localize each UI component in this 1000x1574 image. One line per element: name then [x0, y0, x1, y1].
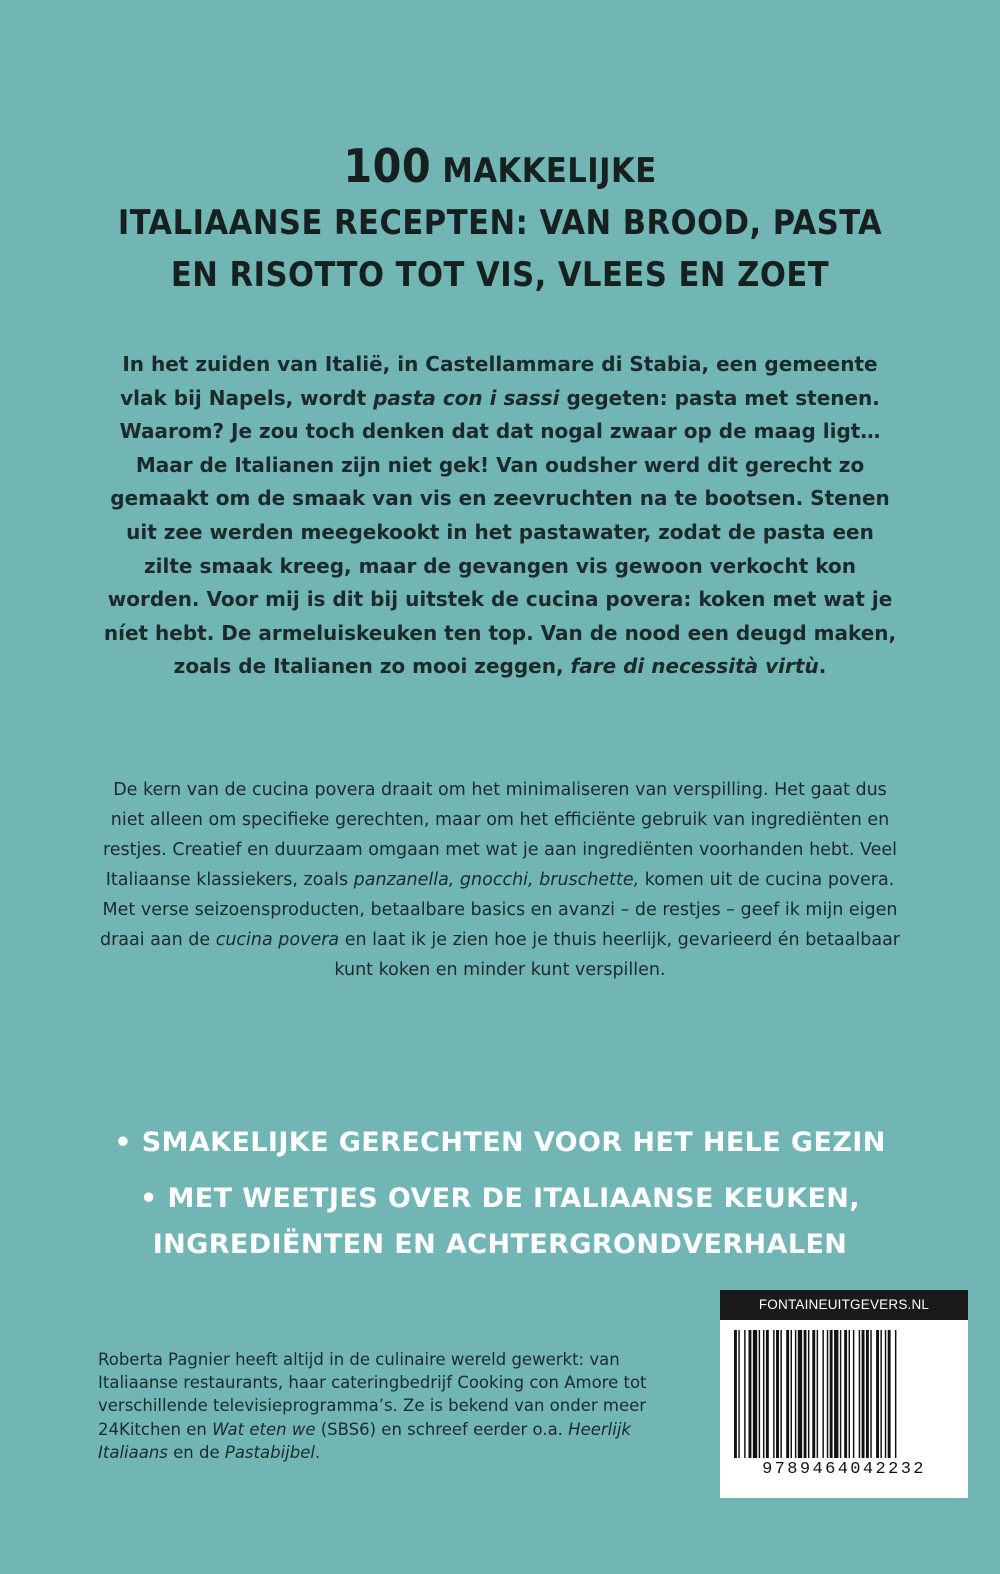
barcode-bar [849, 1330, 850, 1458]
barcode-bar [870, 1330, 871, 1458]
barcode-bar [798, 1330, 802, 1458]
barcode-bar [817, 1330, 818, 1458]
body-text-1: De kern van de cucina povera draait om het minimaliseren van verspilling. Het gaat dus niet alleen om specifieke gerechten, maar om het efficiënte gebruik van ingrediënten en restjes. Creatief en duurzaam omgaan met wat je aan ingrediënten voorhanden hebt. Veel Italiaanse klassiekers, zoals [102, 780, 898, 890]
body-italic-2: cucina povera [215, 930, 340, 950]
body-text-3: en laat ik je zien hoe je thuis heerlijk, gevarieerd én betaalbaar kunt koken en minder kunt verspillen. [334, 930, 900, 980]
headline-line-1-rest: MAKKELIJKE [442, 151, 657, 191]
bio-italic-3: Pastabijbel [224, 1442, 315, 1462]
barcode-bar [780, 1330, 781, 1458]
intro-text-3: . [818, 654, 827, 679]
intro-text-2: gegeten: pasta met stenen. Waarom? Je zou toch denken dat dat nogal zwaar op de maag ligt… Maar de Italianen zijn niet gek! Van oudsher werd dit gerecht zo gemaakt om de smaak van vis en zeevruchten na te bootsen. Stenen uit zee werden meegekookt in het pastawater, zodat de pasta een zilte smaak kreeg, maar de gevangen vis gewoon verkocht kon worden. Voor mij is dit bij uitstek de cucina povera: koken met wat je níet hebt. De armeluiskeuken ten top. Van de nood een deugd maken, zoals de Italianen zo mooi zeggen, [103, 385, 897, 679]
barcode-bar [808, 1330, 809, 1458]
barcode-bar [749, 1330, 752, 1458]
barcode-bar [795, 1330, 796, 1458]
publisher-website: FONTAINEUITGEVERS.NL [720, 1290, 968, 1320]
feature-bullet: • MET WEETJES OVER DE ITALIAANSE KEUKEN, INGREDIËNTEN EN ACHTERGRONDVERHALEN [140, 1183, 860, 1260]
barcode-bar [888, 1330, 891, 1458]
bio-text-2: (SBS6) en schreef eerder o.a. [315, 1419, 569, 1439]
barcode-bar [791, 1330, 792, 1458]
barcode-bar [844, 1330, 847, 1458]
body-text-2: komen uit de cucina povera. Met verse seizoensproducten, betaalbare basics en avanzi – de restjes – geef ik mijn eigen draai aan de [100, 870, 898, 950]
isbn-number: 9789464042232 [762, 1460, 926, 1479]
barcode-bar [853, 1330, 854, 1458]
feature-bullets [60, 1120, 940, 1278]
intro-paragraph [100, 348, 900, 684]
barcode-bar [862, 1330, 865, 1458]
barcode-bar [876, 1330, 879, 1458]
headline-line-2: ITALIAANSE RECEPTEN: VAN BROOD, PASTA [117, 203, 883, 243]
barcode-bar [880, 1330, 881, 1458]
barcode-bar [763, 1330, 764, 1458]
barcode-bar [822, 1330, 823, 1458]
intro-italic-2: fare di necessità virtù [570, 654, 819, 679]
barcode-bar [744, 1330, 745, 1458]
bio-text-1: Roberta Pagnier heeft altijd in de culinaire wereld gewerkt: van Italiaanse restaurants, haar cateringbedrijf Cooking con Amore tot verschillende televisieprogramma’s. Ze is bekend van onder meer 24Kitchen en [98, 1350, 647, 1439]
intro-italic-1: pasta con i sassi [373, 385, 560, 410]
barcode-bars [730, 1330, 958, 1458]
bio-text-3: en de [167, 1442, 225, 1462]
barcode-bar [773, 1330, 774, 1458]
barcode-bar [734, 1330, 737, 1458]
barcode-bar [840, 1330, 841, 1458]
bio-text-4: . [314, 1442, 321, 1462]
barcode-bar [804, 1330, 807, 1458]
barcode-bar [812, 1330, 815, 1458]
barcode-bar [885, 1330, 886, 1458]
barcode-bar [759, 1330, 760, 1458]
bio-italic-2: Heerlijk Italiaans [98, 1419, 631, 1462]
headline-number: 100 [343, 139, 432, 193]
barcode-bar [738, 1330, 739, 1458]
barcode-bar [766, 1330, 769, 1458]
barcode-bar [786, 1330, 789, 1458]
barcode [720, 1320, 968, 1498]
barcode-bar [859, 1330, 860, 1458]
barcode-bar [753, 1330, 757, 1458]
body-paragraph [100, 775, 900, 985]
barcode-bar [834, 1330, 838, 1458]
author-bio [98, 1348, 658, 1464]
barcode-bar [827, 1330, 828, 1458]
headline-line-1 [80, 140, 920, 197]
headline [80, 140, 920, 301]
bio-italic-1: Wat eten we [212, 1419, 316, 1439]
barcode-bar [895, 1330, 896, 1458]
barcode-bar [866, 1330, 869, 1458]
barcode-bar [830, 1330, 833, 1458]
barcode-bar [776, 1330, 779, 1458]
headline-line-3: EN RISOTTO TOT VIS, VLEES EN ZOET [170, 255, 830, 295]
feature-bullet: • SMAKELIJKE GERECHTEN VOOR HET HELE GEZIN [114, 1127, 886, 1158]
body-italic-1: panzanella, gnocchi, bruschette, [353, 870, 640, 890]
intro-text-1: In het zuiden van Italië, in Castellammare di Stabia, een gemeente vlak bij Napels, wordt [120, 352, 878, 410]
